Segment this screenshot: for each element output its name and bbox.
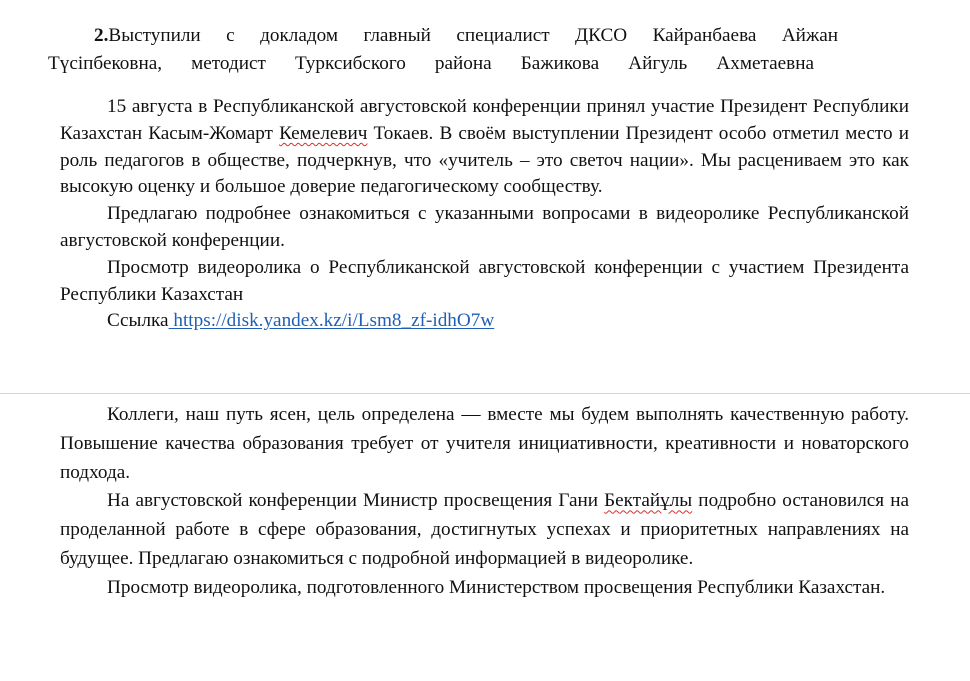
section-1-text xyxy=(60,94,909,335)
spellcheck-word-kemelevich[interactable]: Кемелевич xyxy=(279,122,368,144)
page-break-divider xyxy=(0,393,970,394)
paragraph-video-ministry: Просмотр видеоролика, подготовленного Министерством просвещения Республики Казахстан. xyxy=(107,576,886,598)
yandex-disk-link[interactable]: https://disk.yandex.kz/i/Lsm8_zf-idhO7w xyxy=(168,310,495,332)
link-label: Ссылка xyxy=(107,310,169,332)
heading-line-1 xyxy=(48,22,838,50)
section-heading xyxy=(48,22,838,78)
paragraph-minister-part-b: подробно остановился на проделанной работе в сфере образования, достигнутых успехах и приоритетных направлениях на будущее. Предлагаю ознакомиться с подробной информацией в видеоролике. xyxy=(60,490,910,569)
paragraph-suggest: Предлагаю подробнее ознакомиться с указанными вопросами в видеоролике Республиканской августовской конференции. xyxy=(60,203,909,251)
paragraph-colleagues: Коллеги, наш путь ясен, цель определена — вместе мы будем выполнять качественную работу. Повышение качества образования требует от учителя инициативности, креативности и новаторского подхода. xyxy=(60,404,909,483)
spellcheck-word-bektaiuly[interactable]: Бектайұлы xyxy=(604,490,693,512)
paragraph-minister xyxy=(60,487,909,573)
paragraph-video-president: Просмотр видеоролика о Республиканской августовской конференции с участием Президента Республики Казахстан xyxy=(60,256,909,305)
heading-line-2: Түсіпбековна, методист Турксибского района Бажикова Айгуль Ахметаевна xyxy=(48,53,814,74)
section-2-text xyxy=(60,401,909,603)
paragraph-minister-part-a: На августовской конференции Министр просвещения Гани xyxy=(107,490,605,512)
paragraph-president-part-a: 15 августа в Республиканской августовской конференции принял участие Президент Республики Казахстан Касым-Жомарт xyxy=(60,96,909,144)
paragraph-president xyxy=(60,94,909,201)
heading-text-1: Выступили с докладом главный специалист ДКСО Кайранбаева Айжан xyxy=(108,25,838,46)
paragraph-link xyxy=(60,308,909,335)
heading-number: 2. xyxy=(94,25,109,46)
paragraph-president-part-b: Токаев. В своём выступлении Президент особо отметил место и роль педагогов в обществе, подчеркнув, что «учитель – это светоч нации». Мы расцениваем это как высокую оценку и большое доверие педагогическому сообществу. xyxy=(60,122,909,198)
